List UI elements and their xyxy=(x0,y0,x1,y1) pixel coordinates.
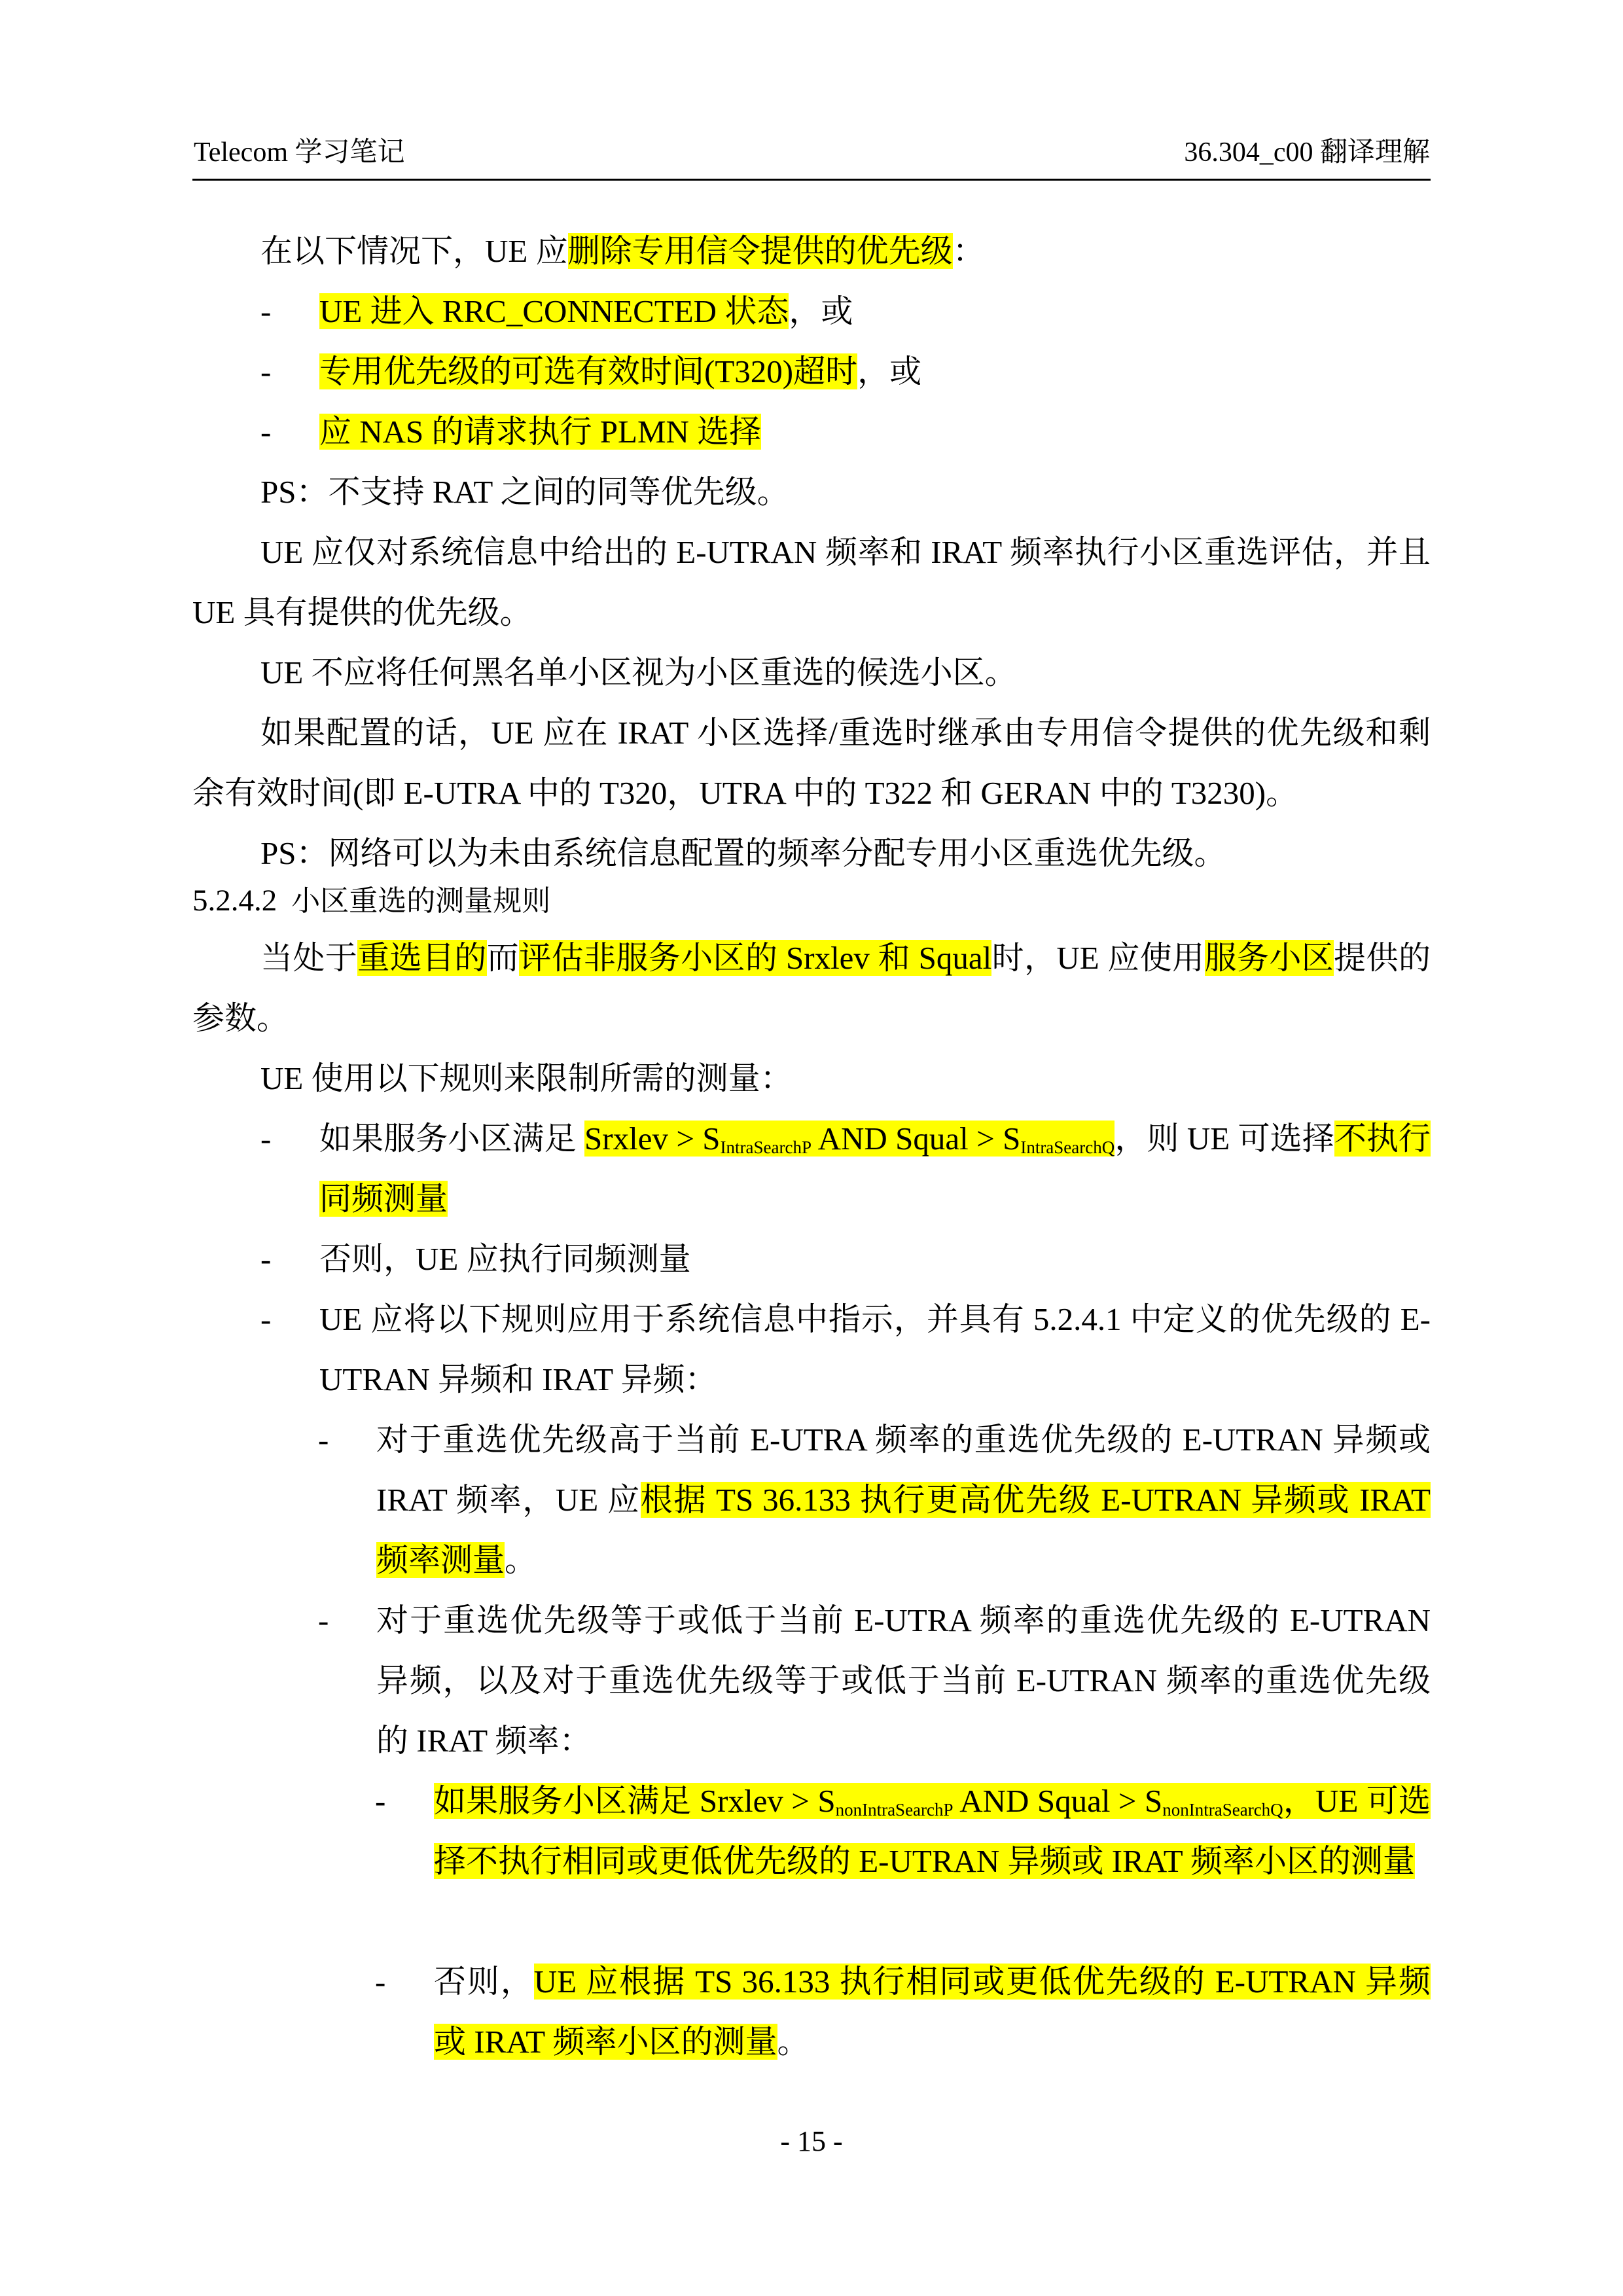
bullet-dash: - xyxy=(260,293,272,329)
subscript: nonIntraSearchP xyxy=(835,1800,954,1820)
subscript: IntraSearchP xyxy=(720,1138,812,1157)
text: 提供的参数。 xyxy=(192,940,1431,1036)
bullet-dash: - xyxy=(318,1602,329,1638)
list-item xyxy=(319,1109,1431,1229)
sub-sub-list-item xyxy=(434,1952,1431,2072)
list-item: 否则，UE 应执行同频测量 xyxy=(319,1241,691,1277)
text: 如果服务小区满足 xyxy=(319,1121,585,1157)
header-divider xyxy=(192,179,1431,181)
bullet-dash: - xyxy=(260,1301,272,1337)
list-item xyxy=(319,402,1431,462)
highlight: 根据 TS 36.133 执行更高优先级 E-UTRAN 异频或 IRAT 频率测量 xyxy=(376,1482,1431,1578)
highlight xyxy=(434,1783,1431,1879)
text: 否则， xyxy=(434,1964,534,2000)
section-heading xyxy=(192,870,550,931)
list-item xyxy=(319,342,1431,402)
subscript: IntraSearchQ xyxy=(1020,1138,1115,1157)
highlight: 重选目的 xyxy=(357,940,487,976)
paragraph-delete-priority xyxy=(192,221,1431,281)
paragraph-blacklist: UE 不应将任何黑名单小区视为小区重选的候选小区。 xyxy=(260,655,1017,691)
bullet-dash: - xyxy=(260,1121,272,1157)
paragraph-reselection-eval: UE 应仅对系统信息中给出的 E-UTRAN 频率和 IRAT 频率执行小区重选评估，并且 UE 具有提供的优先级。 xyxy=(192,534,1431,630)
text: 。 xyxy=(505,1542,537,1578)
bullet-dash: - xyxy=(375,1964,386,2000)
sub-sub-list-item xyxy=(434,1771,1431,1892)
highlight: UE 应根据 TS 36.133 执行相同或更低优先级的 E-UTRAN 异频或 IRAT 频率小区的测量 xyxy=(434,1964,1431,2060)
section-number: 5.2.4.2 xyxy=(192,884,277,918)
text: 当处于 xyxy=(260,940,358,976)
highlight: UE 进入 RRC_CONNECTED 状态 xyxy=(319,293,789,329)
text: 而 xyxy=(486,940,520,976)
page-number: - 15 - xyxy=(780,2125,843,2157)
bullet-dash: - xyxy=(260,414,272,450)
text: 在以下情况下，UE 应 xyxy=(260,233,568,269)
paragraph-ps2: PS：网络可以为未由系统信息配置的频率分配专用小区重选优先级。 xyxy=(260,835,1226,871)
text: AND xyxy=(812,1121,896,1157)
section-title: 小区重选的测量规则 xyxy=(291,884,551,918)
subscript: nonIntraSearchQ xyxy=(1162,1800,1283,1820)
highlight: 评估非服务小区的 Srxlev 和 Squal xyxy=(519,940,992,976)
highlight: 应 NAS 的请求执行 PLMN 选择 xyxy=(319,414,762,450)
list-item xyxy=(319,281,1431,342)
list-item: UE 应将以下规则应用于系统信息中指示，并具有 5.2.4.1 中定义的优先级的 E-UTRAN 异频和 IRAT 异频： xyxy=(319,1301,1431,1397)
paragraph-rules-intro: UE 使用以下规则来限制所需的测量： xyxy=(260,1060,793,1096)
highlight: 服务小区 xyxy=(1204,940,1334,976)
text: 时，UE 应使用 xyxy=(991,940,1205,976)
text: ，UE 可选择不执行相同或更低优先级的 E-UTRAN 异频或 IRAT 频率小区的测量 xyxy=(434,1783,1431,1879)
paragraph-inherit-priority: 如果配置的话，UE 应在 IRAT 小区选择/重选时继承由专用信令提供的优先级和剩余有效时间(即 E-UTRA 中的 T320，UTRA 中的 T322 和 GERAN 中的 T3230)。 xyxy=(192,715,1431,811)
header-right: 36.304_c00 翻译理解 xyxy=(1184,137,1430,168)
text: ，或 xyxy=(857,353,922,389)
text: ： xyxy=(952,233,985,269)
text: Squal > S xyxy=(895,1121,1021,1157)
highlight xyxy=(584,1121,1115,1157)
bullet-dash: - xyxy=(318,1422,329,1458)
text: ，则 UE 可选择 xyxy=(1115,1121,1334,1157)
paragraph-ps1: PS：不支持 RAT 之间的同等优先级。 xyxy=(260,474,789,510)
text: AND Squal > S xyxy=(953,1783,1163,1819)
text: 。 xyxy=(777,2024,810,2060)
text: ，或 xyxy=(789,293,853,329)
text: 对于重选优先级高于当前 E-UTRA 频率的重选优先级的 E-UTRAN 异频或 IRAT 频率，UE 应 xyxy=(376,1422,1431,1518)
header-left: Telecom 学习笔记 xyxy=(194,137,405,168)
bullet-dash: - xyxy=(375,1783,386,1819)
text: 如果服务小区满足 Srxlev > S xyxy=(434,1783,836,1819)
sub-list-item: 对于重选优先级等于或低于当前 E-UTRA 频率的重选优先级的 E-UTRAN 异频，以及对于重选优先级等于或低于当前 E-UTRAN 频率的重选优先级的 IRAT 频率： xyxy=(376,1602,1431,1759)
paragraph-serving-cell-params xyxy=(192,928,1431,1049)
sub-list-item xyxy=(376,1410,1431,1590)
text: Srxlev > S xyxy=(584,1121,721,1157)
highlight: 不执行同频测量 xyxy=(319,1121,1431,1217)
bullet-dash: - xyxy=(260,353,272,389)
bullet-dash: - xyxy=(260,1241,272,1277)
highlight: 专用优先级的可选有效时间(T320)超时 xyxy=(319,353,858,389)
highlight: 删除专用信令提供的优先级 xyxy=(567,233,953,269)
